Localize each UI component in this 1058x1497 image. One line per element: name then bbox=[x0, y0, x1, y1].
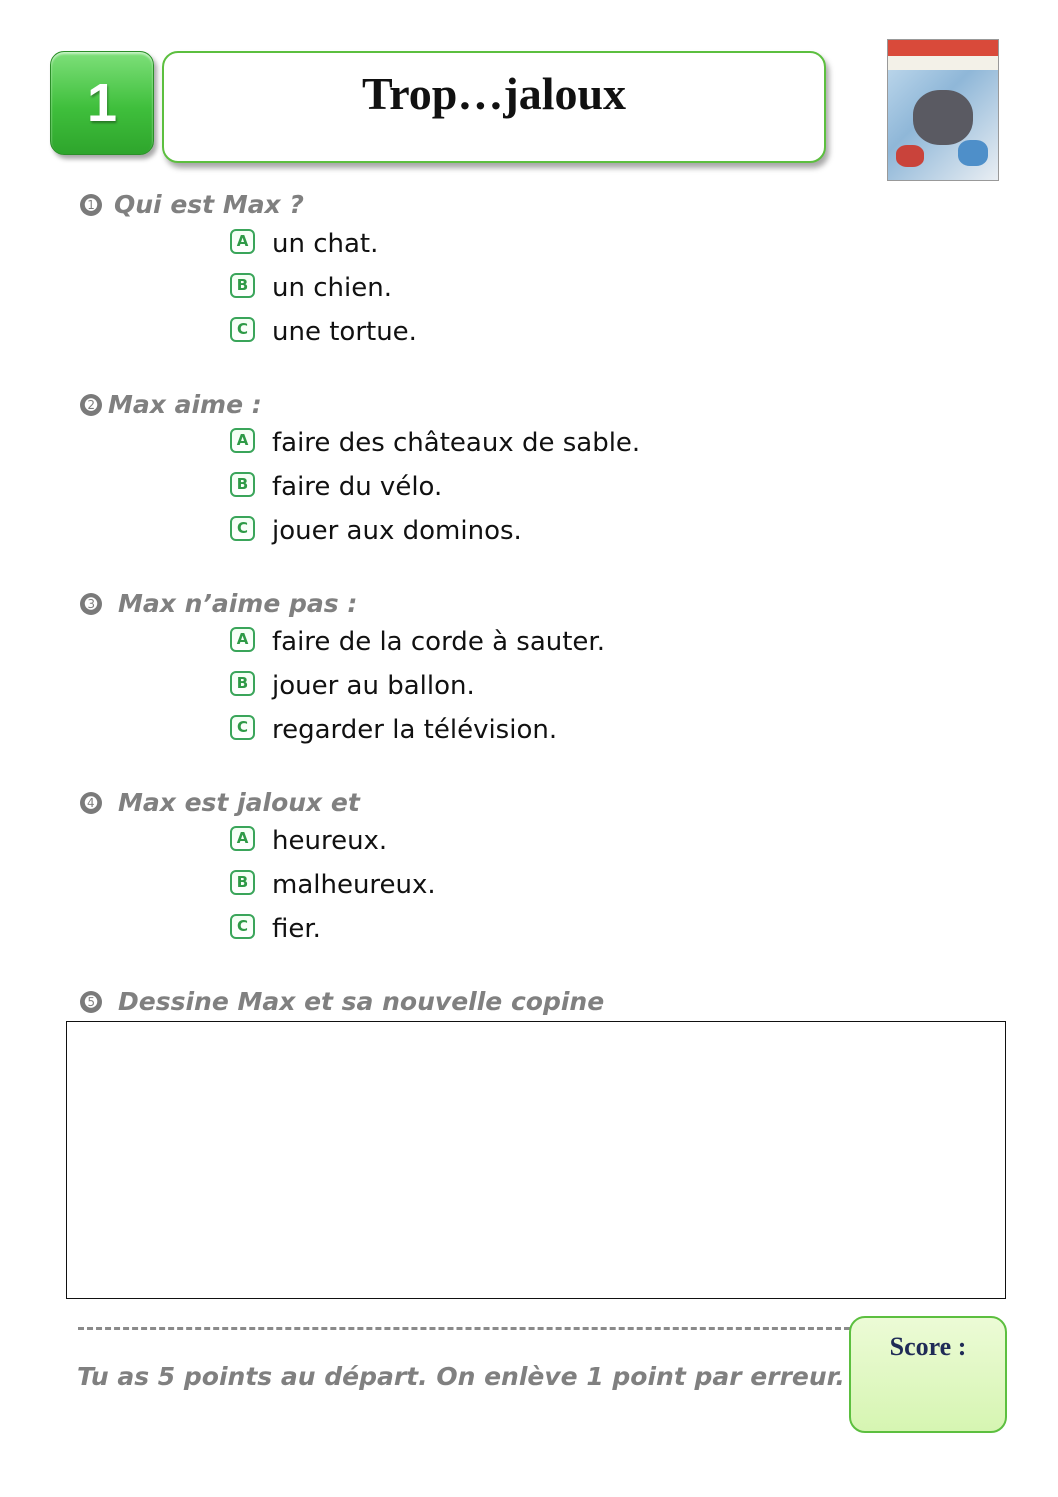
option-a-icon: A bbox=[230, 826, 255, 851]
question-4 bbox=[80, 788, 360, 817]
question-5-text: Dessine Max et sa nouvelle copine bbox=[118, 987, 605, 1016]
option-b-icon: B bbox=[230, 671, 255, 696]
drawing-area[interactable] bbox=[66, 1021, 1006, 1299]
option-c-icon: C bbox=[230, 317, 255, 342]
option-a-icon: A bbox=[230, 627, 255, 652]
question-1-text: Qui est Max ? bbox=[114, 190, 304, 219]
option-a-icon: A bbox=[230, 229, 255, 254]
page-title: Trop…jaloux bbox=[361, 68, 627, 119]
option-text: une tortue. bbox=[272, 317, 417, 347]
number-5-icon: ➎ bbox=[80, 991, 102, 1013]
exercise-number-badge: 1 bbox=[50, 51, 154, 155]
number-3-icon: ➌ bbox=[80, 593, 102, 615]
number-1-icon: ➊ bbox=[80, 194, 102, 216]
option-text: faire de la corde à sauter. bbox=[272, 627, 605, 657]
option-b-icon: B bbox=[230, 273, 255, 298]
question-3 bbox=[80, 589, 357, 618]
option-text: faire des châteaux de sable. bbox=[272, 428, 641, 458]
question-1 bbox=[80, 190, 304, 219]
question-4-text: Max est jaloux et bbox=[118, 788, 360, 817]
option-text: fier. bbox=[272, 914, 321, 944]
score-box[interactable] bbox=[849, 1316, 1007, 1433]
question-2-text: Max aime : bbox=[108, 390, 262, 419]
title-box bbox=[162, 51, 826, 163]
dashed-divider bbox=[78, 1327, 850, 1330]
option-c-icon: C bbox=[230, 715, 255, 740]
option-text: regarder la télévision. bbox=[272, 715, 558, 745]
option-a-icon: A bbox=[230, 428, 255, 453]
number-2-icon: ➋ bbox=[80, 394, 102, 416]
question-3-text: Max n’aime pas : bbox=[118, 589, 358, 618]
option-text: jouer au ballon. bbox=[272, 671, 475, 701]
option-text: heureux. bbox=[272, 826, 388, 856]
option-text: faire du vélo. bbox=[272, 472, 443, 502]
option-text: jouer aux dominos. bbox=[272, 516, 522, 546]
book-cover-image bbox=[887, 39, 999, 181]
option-text: un chien. bbox=[272, 273, 392, 303]
question-2 bbox=[80, 390, 262, 419]
option-b-icon: B bbox=[230, 472, 255, 497]
option-text: un chat. bbox=[272, 229, 379, 259]
option-text: malheureux. bbox=[272, 870, 436, 900]
number-4-icon: ➍ bbox=[80, 792, 102, 814]
option-b-icon: B bbox=[230, 870, 255, 895]
option-c-icon: C bbox=[230, 914, 255, 939]
question-5 bbox=[80, 987, 604, 1016]
score-label: Score : bbox=[889, 1332, 967, 1361]
option-c-icon: C bbox=[230, 516, 255, 541]
scoring-instructions: Tu as 5 points au départ. On enlève 1 point par erreur. bbox=[77, 1362, 845, 1391]
